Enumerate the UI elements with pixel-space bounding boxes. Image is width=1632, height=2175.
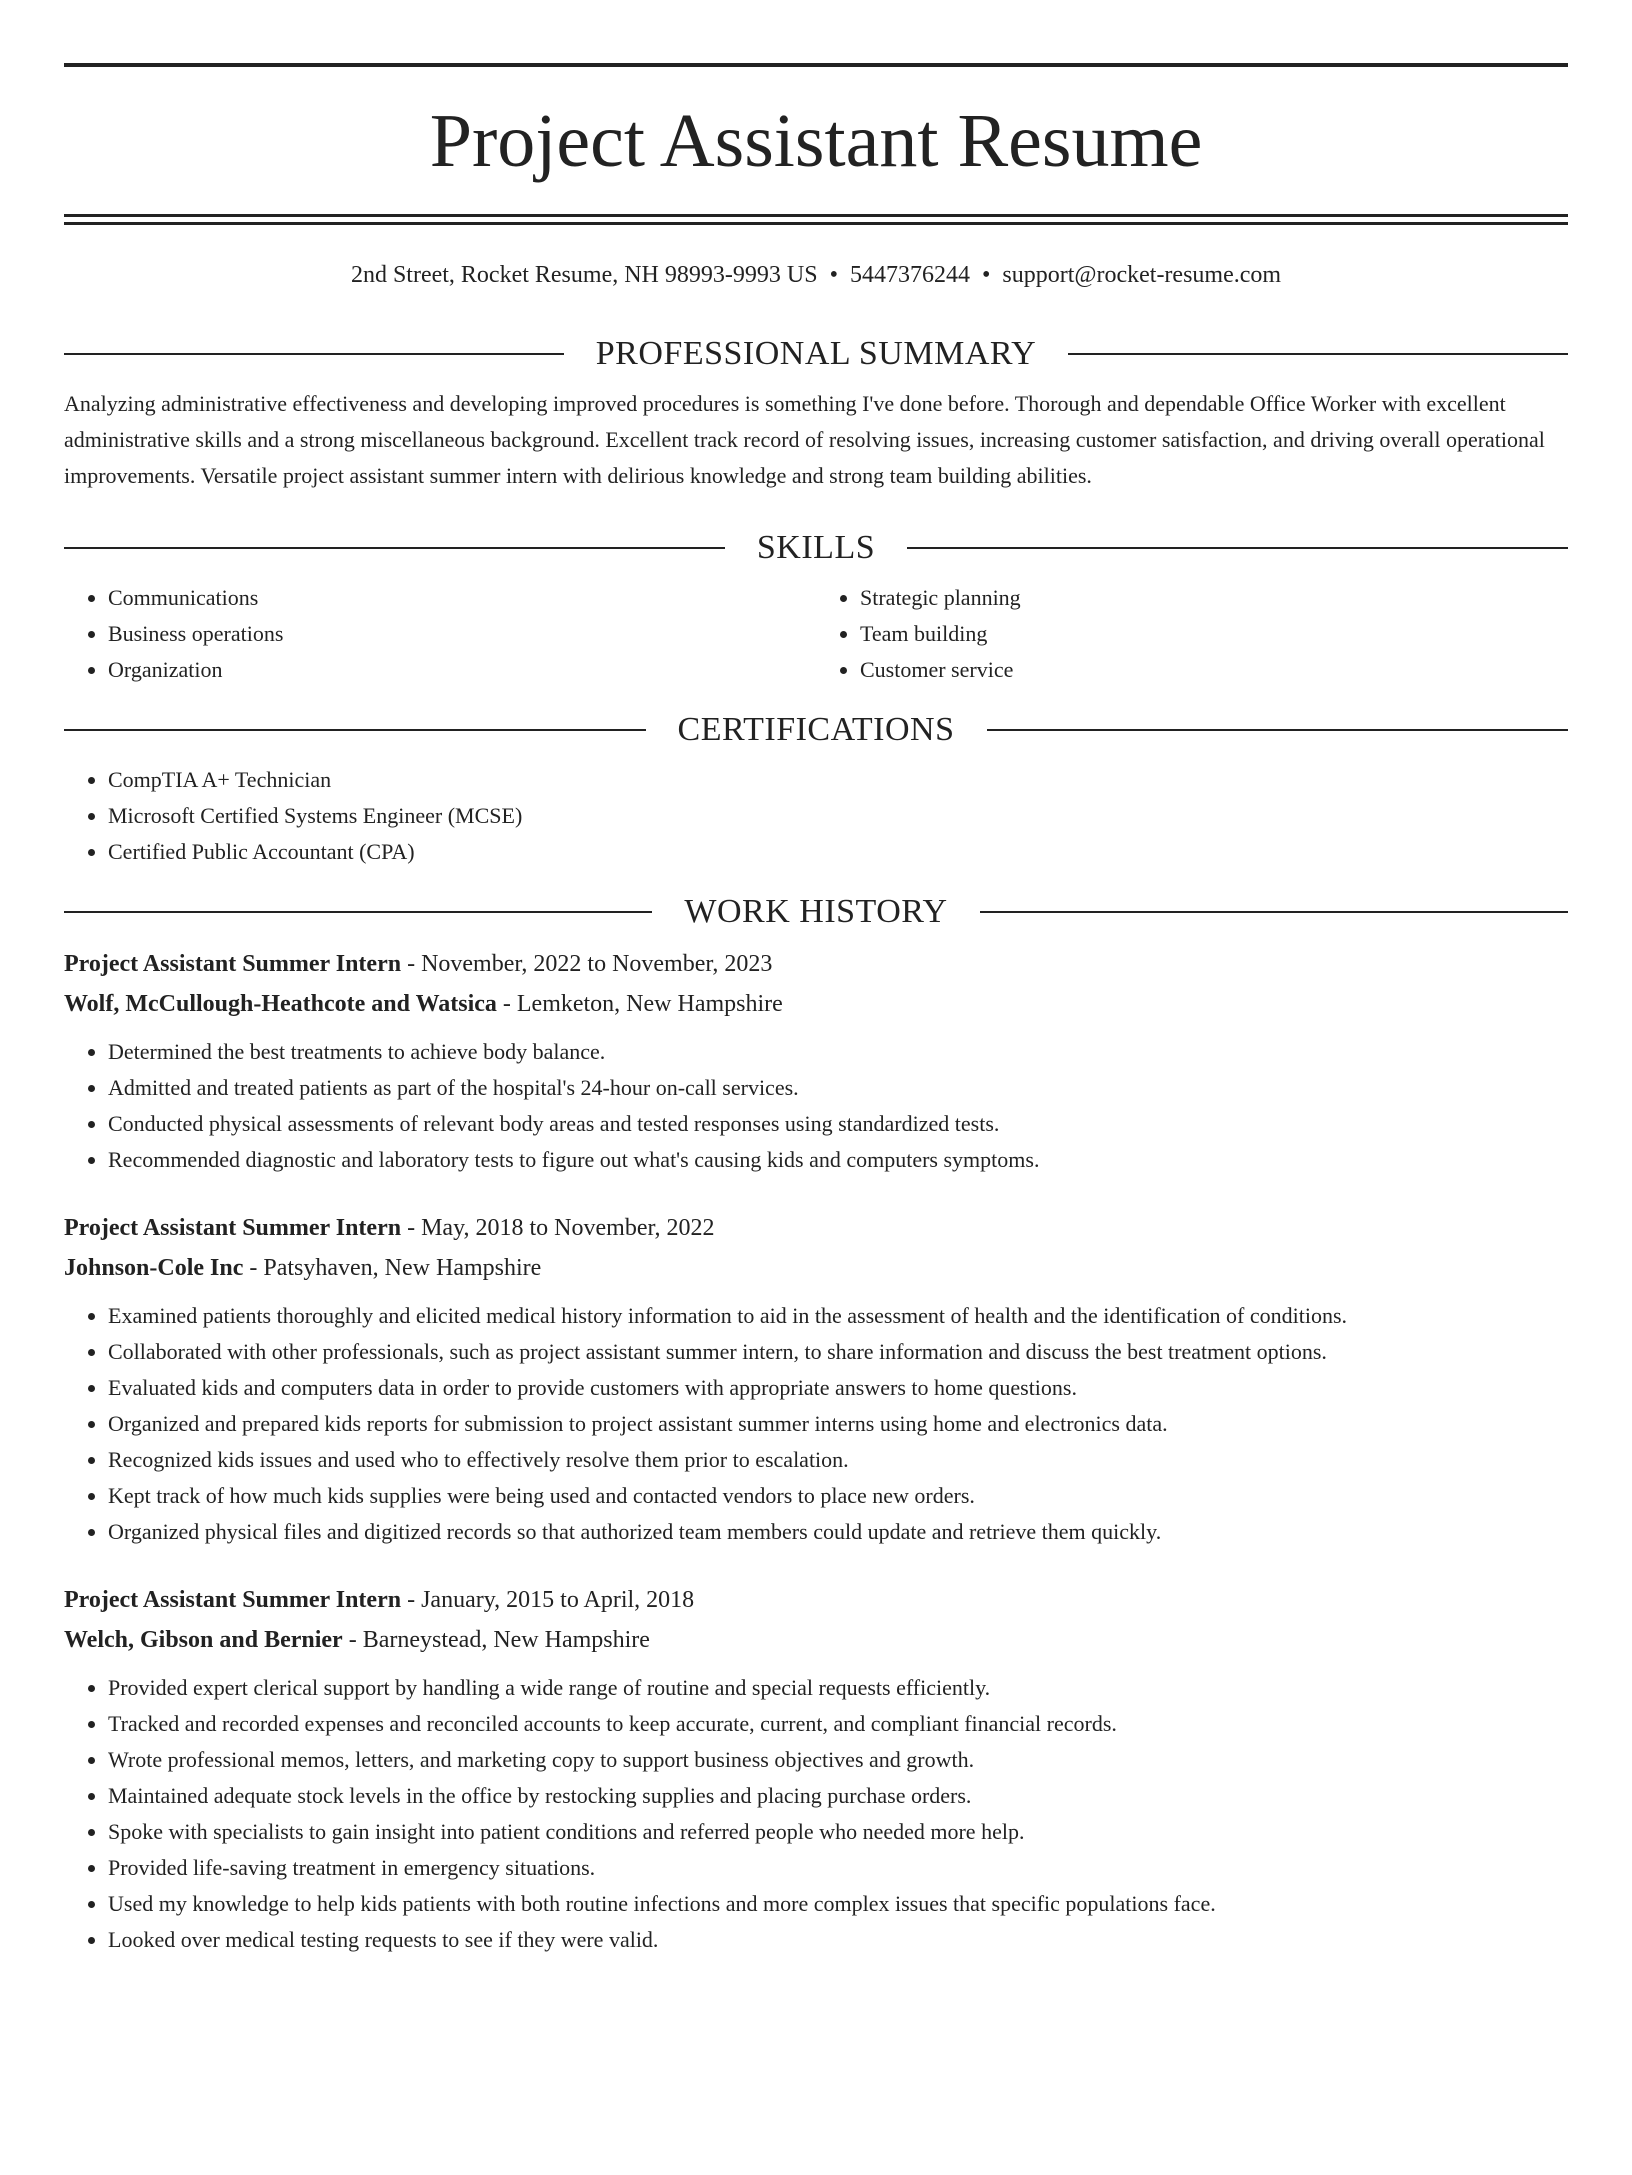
job-entry (64, 944, 1568, 1178)
section-title: PROFESSIONAL SUMMARY (595, 334, 1037, 372)
skills-list-right (816, 580, 1568, 688)
job-title-line (64, 944, 1568, 984)
job-title: Project Assistant Summer Intern (64, 1586, 402, 1613)
job-company: Welch, Gibson and Bernier (64, 1626, 343, 1653)
contact-separator: • (829, 262, 838, 288)
job-bullet: • Provided life-saving treatment in emergency situations. (108, 1850, 1568, 1886)
job-location: - Patsyhaven, New Hampshire (243, 1254, 542, 1281)
job-bullet: • Evaluated kids and computers data in order to provide customers with appropriate answers to home questions. (108, 1370, 1568, 1406)
heading-rule (980, 911, 1568, 913)
heading-rule (64, 911, 652, 913)
job-bullet: • Tracked and recorded expenses and reconciled accounts to keep accurate, current, and compliant financial records. (108, 1706, 1568, 1742)
job-bullet: • Collaborated with other professionals, such as project assistant summer intern, to share information and discuss the best treatment options. (108, 1334, 1568, 1370)
job-dates: - May, 2018 to November, 2022 (401, 1214, 715, 1241)
job-bullet: • Wrote professional memos, letters, and marketing copy to support business objectives and growth. (108, 1742, 1568, 1778)
job-bullet: • Spoke with specialists to gain insight into patient conditions and referred people who needed more help. (108, 1814, 1568, 1850)
job-dates: - January, 2015 to April, 2018 (401, 1586, 695, 1613)
job-location: - Lemketon, New Hampshire (496, 990, 783, 1017)
heading-rule (987, 729, 1569, 731)
skills-list-left (64, 580, 816, 688)
job-title-line (64, 1208, 1568, 1248)
top-rule (64, 63, 1568, 67)
job-company: Johnson-Cole Inc (64, 1254, 244, 1281)
job-bullet: • Conducted physical assessments of relevant body areas and tested responses using standardized tests. (108, 1106, 1568, 1142)
summary-paragraph: Analyzing administrative effectiveness and developing improved procedures is something I've done before. Thorough and dependable Office Worker with excellent administrative skills and a strong miscellaneous background. Excellent track record of resolving issues, increasing customer satisfaction, and driving overall operational improvements. Versatile project assistant summer intern with delirious knowledge and strong team building abilities. (64, 390, 1545, 488)
heading-rule (64, 729, 646, 731)
section-heading-summary (64, 334, 1568, 374)
contact-email: support@rocket-resume.com (1002, 262, 1282, 288)
job-title: Project Assistant Summer Intern (64, 1214, 402, 1241)
skill-item: • Business operations (108, 616, 816, 652)
certifications-list (64, 762, 1568, 870)
job-bullet: • Organized and prepared kids reports for submission to project assistant summer interns using home and electronics data. (108, 1406, 1568, 1442)
job-dates: - November, 2022 to November, 2023 (401, 950, 773, 977)
job-bullets (64, 1298, 1568, 1550)
job-bullet: • Used my knowledge to help kids patients with both routine infections and more complex issues that specific populations face. (108, 1886, 1568, 1922)
certification-item: • Microsoft Certified Systems Engineer (MCSE) (108, 798, 1568, 834)
job-bullet: • Maintained adequate stock levels in the office by restocking supplies and placing purchase orders. (108, 1778, 1568, 1814)
job-bullet: • Kept track of how much kids supplies were being used and contacted vendors to place new orders. (108, 1478, 1568, 1514)
section-title: CERTIFICATIONS (677, 710, 955, 748)
contact-separator: • (981, 262, 991, 288)
contact-address: 2nd Street, Rocket Resume, NH 98993-9993 US (350, 262, 818, 288)
page-title: Project Assistant Resume (429, 99, 1203, 183)
job-company-line (64, 984, 1568, 1024)
job-company-line (64, 1620, 1568, 1660)
job-title-line (64, 1580, 1568, 1620)
title-double-rule (64, 214, 1568, 225)
certification-item: • Certified Public Accountant (CPA) (108, 834, 1568, 870)
skill-item: • Team building (860, 616, 1568, 652)
skill-item: • Customer service (860, 652, 1568, 688)
section-title: SKILLS (756, 528, 876, 566)
resume-page (0, 63, 1632, 2175)
job-bullet: • Looked over medical testing requests to see if they were valid. (108, 1922, 1568, 1958)
heading-rule (907, 547, 1568, 549)
job-entry (64, 1208, 1568, 1550)
job-bullet: • Examined patients thoroughly and elicited medical history information to aid in the assessment of health and the identification of conditions. (108, 1298, 1568, 1334)
contact-phone: 5447376244 (849, 262, 970, 288)
job-bullet: • Determined the best treatments to achieve body balance. (108, 1034, 1568, 1070)
job-bullet: • Provided expert clerical support by handling a wide range of routine and special requests efficiently. (108, 1670, 1568, 1706)
job-bullet: • Admitted and treated patients as part of the hospital's 24-hour on-call services. (108, 1070, 1568, 1106)
job-entry (64, 1580, 1568, 1958)
skill-item: • Strategic planning (860, 580, 1568, 616)
contact-line (64, 261, 1568, 290)
job-bullets (64, 1670, 1568, 1958)
job-location: - Barneystead, New Hampshire (342, 1626, 650, 1653)
section-heading-work-history (64, 892, 1568, 932)
heading-rule (64, 547, 725, 549)
heading-rule (1068, 353, 1568, 355)
job-company: Wolf, McCullough-Heathcote and Watsica (64, 990, 497, 1017)
job-title: Project Assistant Summer Intern (64, 950, 402, 977)
job-bullet: • Organized physical files and digitized records so that authorized team members could update and retrieve them quickly. (108, 1514, 1568, 1550)
skill-item: • Organization (108, 652, 816, 688)
skills-grid (64, 580, 1568, 688)
skill-item: • Communications (108, 580, 816, 616)
job-bullet: • Recommended diagnostic and laboratory tests to figure out what's causing kids and computers symptoms. (108, 1142, 1568, 1178)
section-heading-skills (64, 528, 1568, 568)
job-bullet: • Recognized kids issues and used who to effectively resolve them prior to escalation. (108, 1442, 1568, 1478)
heading-rule (64, 353, 564, 355)
certification-item: • CompTIA A+ Technician (108, 762, 1568, 798)
section-heading-certifications (64, 710, 1568, 750)
job-bullets (64, 1034, 1568, 1178)
section-title: WORK HISTORY (684, 892, 948, 930)
job-company-line (64, 1248, 1568, 1288)
